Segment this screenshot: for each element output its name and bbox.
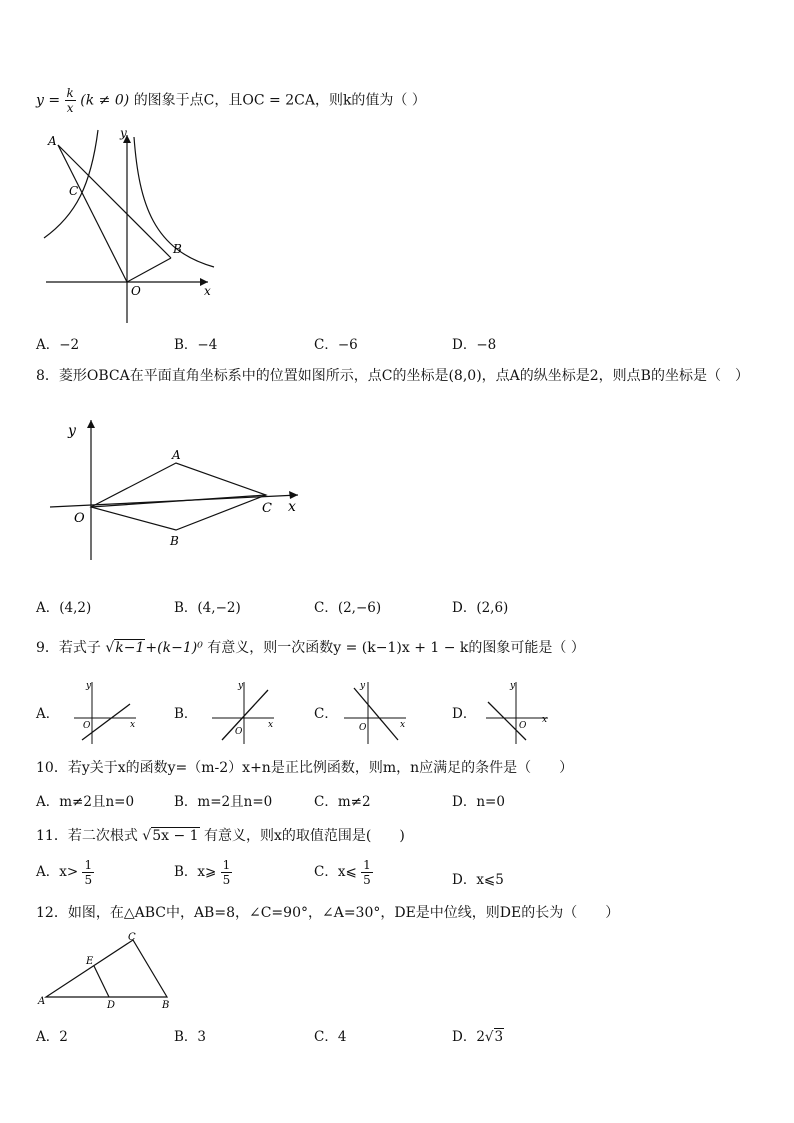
q11-option-a-pre: A．x> bbox=[36, 864, 79, 880]
q12-label-E: E bbox=[86, 956, 94, 967]
q10-option-d[interactable]: D．n=0 bbox=[452, 794, 505, 810]
q8-option-a[interactable]: A．(4,2) bbox=[36, 600, 92, 616]
q8-label-y: y bbox=[68, 423, 76, 439]
q8-x-arrow bbox=[289, 491, 298, 499]
q12-label-C: C bbox=[128, 932, 136, 943]
q9-d-y: y bbox=[510, 681, 516, 691]
q7-frac-den: x bbox=[66, 101, 74, 115]
q9-text: 有意义，则一次函数y = (k−1)x + 1 − k的图象可能是（ ） bbox=[207, 640, 585, 656]
q9-a-o: O bbox=[83, 721, 91, 731]
q9-graph-b-line bbox=[222, 690, 268, 740]
q9-b-y: y bbox=[238, 681, 244, 691]
q12-option-b[interactable]: B．3 bbox=[174, 1029, 207, 1045]
q11-option-c-frac: $\frac{1}{5}$ bbox=[363, 858, 371, 887]
q8-stem: 8．菱形OBCA在平面直角坐标系中的位置如图所示，点C的坐标是(8,0)，点A的纵坐标是2，则点B的坐标是（ ） bbox=[36, 368, 749, 384]
q7-condition: (k ≠ 0) bbox=[80, 92, 130, 109]
q8-label-O: O bbox=[74, 511, 85, 526]
q9-graph-a[interactable] bbox=[70, 678, 140, 746]
q7-line-OB bbox=[127, 258, 171, 282]
q9-prefix: 9．若式子 bbox=[36, 640, 101, 656]
q12-option-a[interactable]: A．2 bbox=[36, 1029, 68, 1045]
q12-label-D: D bbox=[107, 1000, 116, 1010]
q8-option-d[interactable]: D．(2,6) bbox=[452, 600, 509, 616]
q7-option-a[interactable]: A．−2 bbox=[36, 337, 80, 353]
q9-option-c[interactable]: C． bbox=[314, 706, 338, 722]
q9-graph-d[interactable] bbox=[482, 678, 558, 746]
q9-d-o: O bbox=[519, 721, 527, 731]
q7-option-d[interactable]: D．−8 bbox=[452, 337, 497, 353]
q7-figure bbox=[36, 125, 226, 330]
q11-option-d[interactable]: D．x⩽5 bbox=[452, 872, 504, 888]
q9-c-o: O bbox=[359, 723, 367, 733]
q7-label-O: O bbox=[131, 284, 141, 298]
q7-label-B: B bbox=[173, 242, 182, 256]
q11-option-c[interactable] bbox=[314, 858, 373, 887]
q11-stem: 11．若二次根式 √5x − 1 有意义，则x的取值范围是( ) bbox=[36, 828, 405, 844]
q12-option-d-text: D．2 bbox=[452, 1029, 485, 1045]
q11-option-a[interactable] bbox=[36, 858, 94, 887]
q7-stem bbox=[36, 86, 426, 115]
q9-option-b[interactable]: B． bbox=[174, 706, 198, 722]
q11-prefix: 11．若二次根式 bbox=[36, 828, 138, 844]
q9-a-x: x bbox=[130, 720, 136, 730]
q9-graph-c[interactable] bbox=[340, 678, 410, 746]
q9-b-x: x bbox=[268, 720, 274, 730]
q11-option-b[interactable] bbox=[174, 858, 232, 887]
q7-fraction bbox=[65, 86, 76, 115]
q9-c-y: y bbox=[360, 681, 366, 691]
q12-label-B: B bbox=[162, 1000, 170, 1010]
q7-option-c[interactable]: C．−6 bbox=[314, 337, 358, 353]
q9-c-x: x bbox=[400, 720, 406, 730]
q12-label-A: A bbox=[38, 996, 46, 1007]
q12-figure bbox=[36, 930, 186, 1010]
q7-line-AO bbox=[58, 145, 127, 282]
q8-label-x: x bbox=[288, 499, 296, 515]
q10-option-b[interactable]: B．m=2且n=0 bbox=[174, 794, 273, 810]
q11-option-a-frac: $\frac{1}{5}$ bbox=[84, 858, 93, 887]
q9-radicand: k−1 bbox=[115, 640, 145, 656]
q8-y-arrow bbox=[87, 420, 95, 428]
q7-text: 的图象于点C，且OC = 2CA，则k的值为（ ） bbox=[133, 92, 426, 109]
q7-option-b[interactable]: B．−4 bbox=[174, 337, 218, 353]
q10-option-c[interactable]: C．m≠2 bbox=[314, 794, 371, 810]
q9-expr2: +(k−1)⁰ bbox=[145, 640, 203, 656]
q12-option-d-sqrt: 3 bbox=[494, 1029, 504, 1045]
q11-option-c-pre: C．x⩽ bbox=[314, 864, 357, 880]
q8-option-b[interactable]: B．(4,−2) bbox=[174, 600, 241, 616]
q10-option-a[interactable]: A．m≠2且n=0 bbox=[36, 794, 135, 810]
q8-label-C: C bbox=[262, 501, 272, 516]
q7-y: y = bbox=[36, 92, 61, 109]
q7-label-C: C bbox=[69, 184, 79, 198]
q12-segment-DE bbox=[94, 966, 109, 997]
q9-a-y: y bbox=[86, 681, 92, 691]
q9-option-d[interactable]: D． bbox=[452, 706, 477, 722]
q10-stem: 10．若y关于x的函数y=（m-2）x+n是正比例函数，则m，n应满足的条件是（ ） bbox=[36, 760, 574, 776]
q9-option-a[interactable]: A． bbox=[36, 706, 60, 722]
q12-option-c[interactable]: C．4 bbox=[314, 1029, 347, 1045]
q12-stem: 12．如图，在△ABC中，AB=8，∠C=90°，∠A=30°，DE是中位线，则DE的长为（ ） bbox=[36, 905, 620, 921]
q9-b-o: O bbox=[235, 727, 243, 737]
q11-radicand: 5x − 1 bbox=[152, 828, 199, 844]
q8-label-B: B bbox=[170, 534, 179, 548]
q8-option-c[interactable]: C．(2,−6) bbox=[314, 600, 382, 616]
q11-option-b-pre: B．x⩾ bbox=[174, 864, 217, 880]
q7-frac-num: k bbox=[66, 86, 74, 100]
q7-label-y: y bbox=[120, 126, 127, 140]
q7-line-AB bbox=[58, 145, 171, 258]
q9-graph-b[interactable] bbox=[208, 678, 278, 746]
q11-text: 有意义，则x的取值范围是( ) bbox=[204, 828, 405, 844]
q9-stem: 9．若式子 √k−1+(k−1)⁰ 有意义，则一次函数y = (k−1)x + 1 − k的图象可能是（ ） bbox=[36, 640, 585, 656]
q7-label-A: A bbox=[48, 134, 57, 148]
q12-option-d[interactable]: D．2√3 bbox=[452, 1029, 504, 1045]
q12-triangle bbox=[46, 940, 167, 997]
q8-figure bbox=[46, 415, 311, 565]
q8-label-A: A bbox=[172, 448, 181, 462]
q7-label-x: x bbox=[204, 284, 211, 298]
q11-option-b-frac: $\frac{1}{5}$ bbox=[222, 858, 231, 887]
q9-d-x: x bbox=[542, 715, 548, 725]
